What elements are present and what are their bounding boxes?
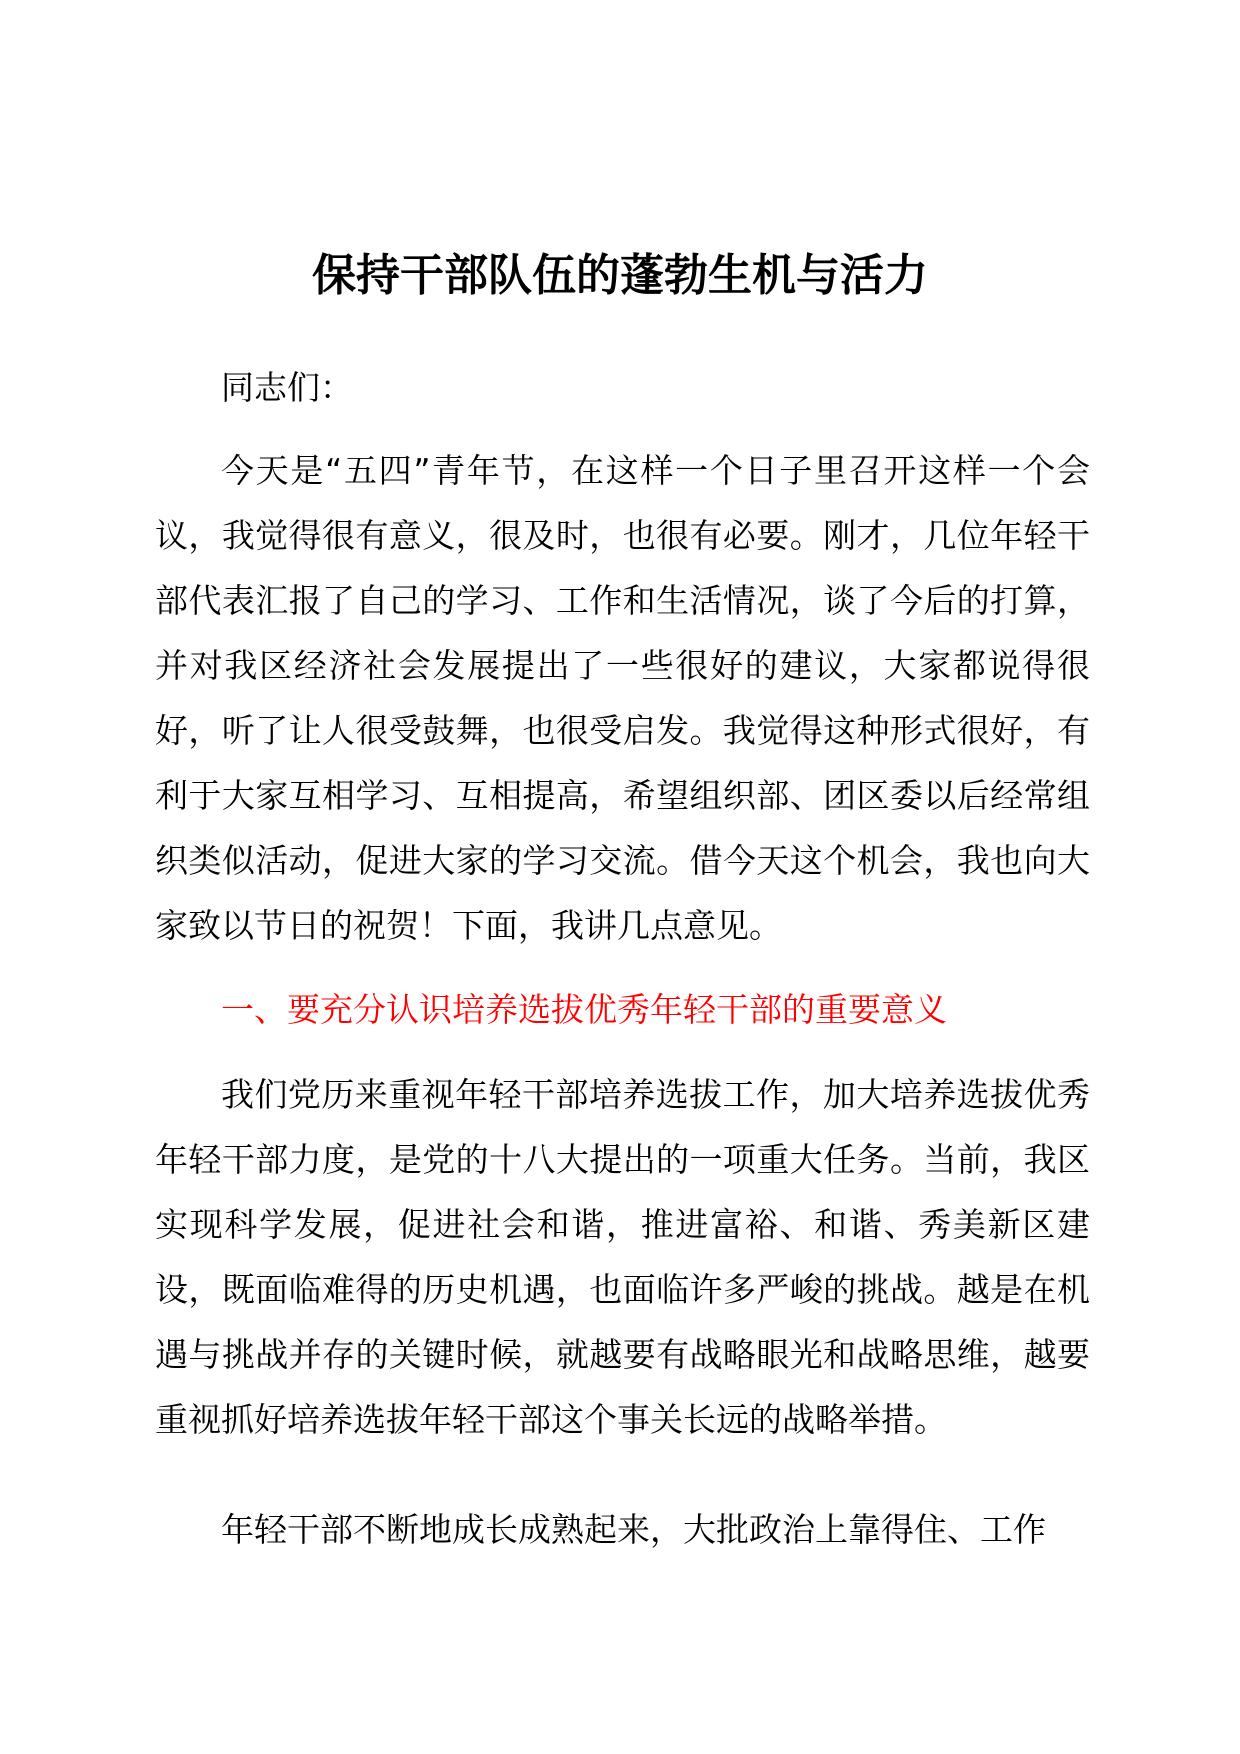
document-title: 保持干部队伍的蓬勃生机与活力 xyxy=(312,250,928,301)
paragraph-opening: 今天是“五四”青年节，在这样一个日子里召开这样一个会议，我觉得很有意义，很及时，也很有必要。刚才，几位年轻干部代表汇报了自己的学习、工作和生活情况，谈了今后的打算，并对我区经济社会发展提出了一些很好的建议，大家都说得很好，听了让人很受鼓舞，也很受启发。我觉得这种形式很好，有利于大家互相学习、互相提高，希望组织部、团区委以后经常组织类似活动，促进大家的学习交流。借今天这个机会，我也向大家致以节日的祝贺！下面，我讲几点意见。 xyxy=(155,451,1090,945)
section-heading-1: 一、要充分认识培养选拔优秀年轻干部的重要意义 xyxy=(221,990,947,1029)
paragraph-section-1: 我们党历来重视年轻干部培养选拔工作，加大培养选拔优秀年轻干部力度，是党的十八大提出的一项重大任务。当前，我区实现科学发展，促进社会和谐，推进富裕、和谐、秀美新区建设，既面临难得的历史机遇，也面临许多严峻的挑战。越是在机遇与挑战并存的关键时候，就越要有战略眼光和战略思维，越要重视抓好培养选拔年轻干部这个事关长远的战略举措。 xyxy=(155,1075,1090,1439)
paragraph-continued: 年轻干部不断地成长成熟起来，大批政治上靠得住、工作 xyxy=(221,1510,1046,1549)
salutation: 同志们： xyxy=(221,368,353,407)
